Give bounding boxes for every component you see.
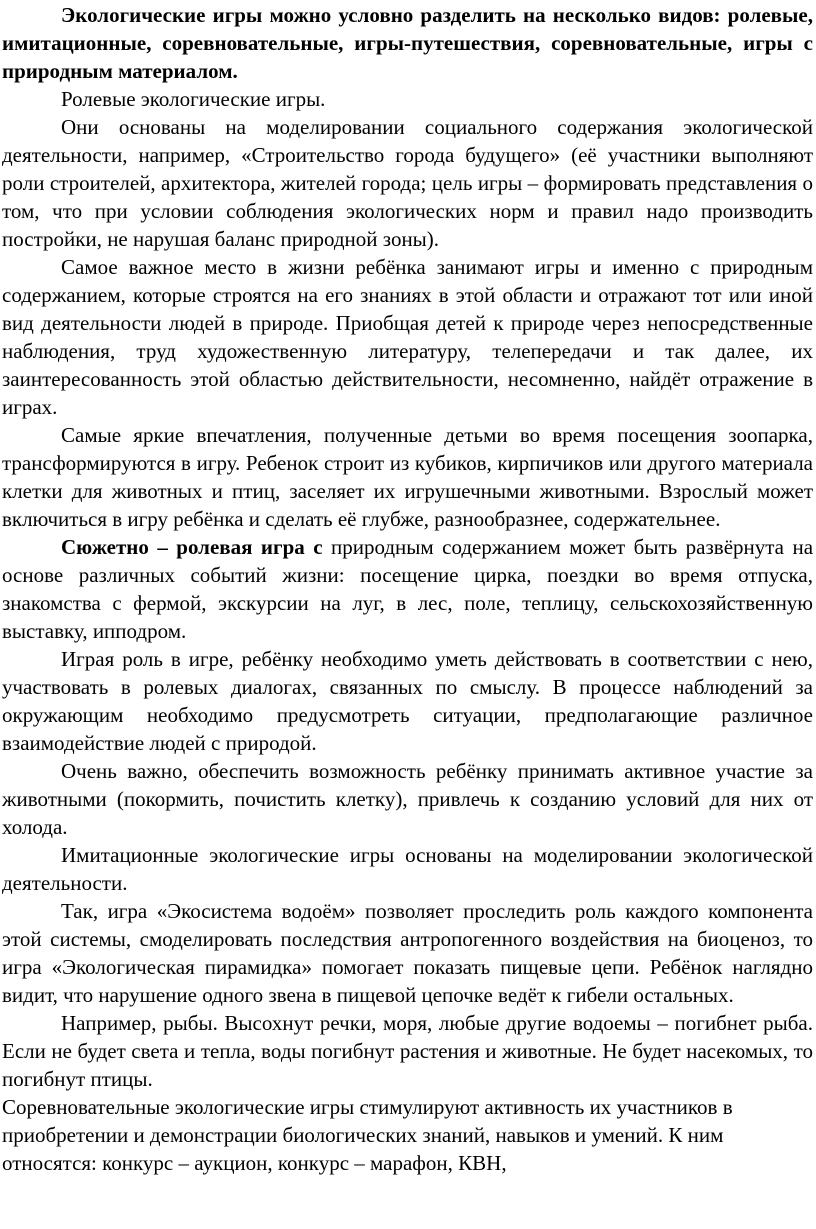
paragraph-text: Так, игра «Экосистема водоём» позволяет проследить роль каждого компонента этой системы, смоделировать последствия антропогенного воздействия на биоценоз, то игра «Экологическая пирамидка» помогает показать пищевые цепи. Ребёнок наглядно видит, что нарушение одного звена в пищевой цепочке ведёт к гибели остальных. [2, 899, 813, 1007]
paragraph-text: Они основаны на моделировании социального содержания экологической деятельности, например, «Строительство города будущего» (её участники выполняют роли строителей, архитектора, жителей города; цель игры – формировать представления о том, что при условии соблюдения экологических норм и правил надо производить постройки, не нарушая баланс природной зоны). [2, 115, 813, 251]
paragraph-ecosystem-game [2, 897, 813, 1009]
paragraph-zoo-impressions [2, 421, 813, 533]
paragraph-example-fish [2, 1009, 813, 1093]
paragraph-competitive-games [2, 1093, 813, 1177]
paragraph-text: Очень важно, обеспечить возможность ребёнку принимать активное участие за животными (покормить, почистить клетку), привлечь к созданию условий для них от холода. [2, 759, 813, 839]
paragraph-text: Ролевые экологические игры. [61, 87, 326, 111]
paragraph-text: природным содержанием может быть развёрнута на основе различных событий жизни: посещение цирка, поездки во время отпуска, знакомства с фермой, экскурсии на луг, в лес, поле, теплицу, сельскохозяйственную выставку, ипподром. [2, 535, 814, 643]
paragraph-text: Самые яркие впечатления, полученные детьми во время посещения зоопарка, трансформируются в игру. Ребенок строит из кубиков, кирпичиков или другого материала клетки для животных и птиц, заселяет их игрушечными животными. Взрослый может включиться в игру ребёнка и сделать её глубже, разнообразнее, содержательнее. [2, 423, 813, 531]
paragraph-text: Самое важное место в жизни ребёнка занимают игры и именно с природным содержанием, которые строятся на его знаниях в этой области и отражают тот или иной вид деятельности людей в природе. Приобщая детей к природе через непосредственные наблюдения, труд художественную литературу, телепередачи и так далее, их заинтересованность этой областью действительности, несомненно, найдёт отражение в играх. [2, 255, 813, 419]
paragraph-nature-content [2, 253, 813, 421]
paragraph-text: Например, рыбы. Высохнут речки, моря, любые другие водоемы – погибнет рыба. Если не будет света и тепла, воды погибнут растения и животные. Не будет насекомых, то погибнут птицы. [2, 1011, 813, 1091]
paragraph-text: Имитационные экологические игры основаны на моделировании экологической деятельности. [2, 843, 813, 895]
paragraph-text: Играя роль в игре, ребёнку необходимо уметь действовать в соответствии с нею, участвовать в ролевых диалогах, связанных по смыслу. В процессе наблюдений за окружающим необходимо предусмотреть ситуации, предполагающие различное взаимодействие людей с природой. [2, 647, 813, 755]
paragraph-active-participation [2, 757, 813, 841]
paragraph-playing-role [2, 645, 813, 757]
paragraph-plot-role-game [2, 533, 813, 645]
paragraph-imitation-games [2, 841, 813, 897]
paragraph-game-types [2, 0, 813, 85]
paragraph-role-games-description [2, 113, 813, 253]
paragraph-bold-lead: Сюжетно – ролевая игра с [61, 535, 323, 559]
paragraph-text: Соревновательные экологические игры стимулируют активность их участников в приобретении и демонстрации биологических знаний, навыков и умений. К ним относятся: конкурс – аукцион, конкурс – марафон, КВН, [2, 1095, 733, 1175]
paragraph-role-games-heading [2, 85, 813, 113]
paragraph-bold-lead: Экологические игры можно условно разделить на несколько видов: ролевые, имитационные, соревновательные, игры-путешествия, соревновательные, игры с природным материалом. [2, 3, 813, 83]
